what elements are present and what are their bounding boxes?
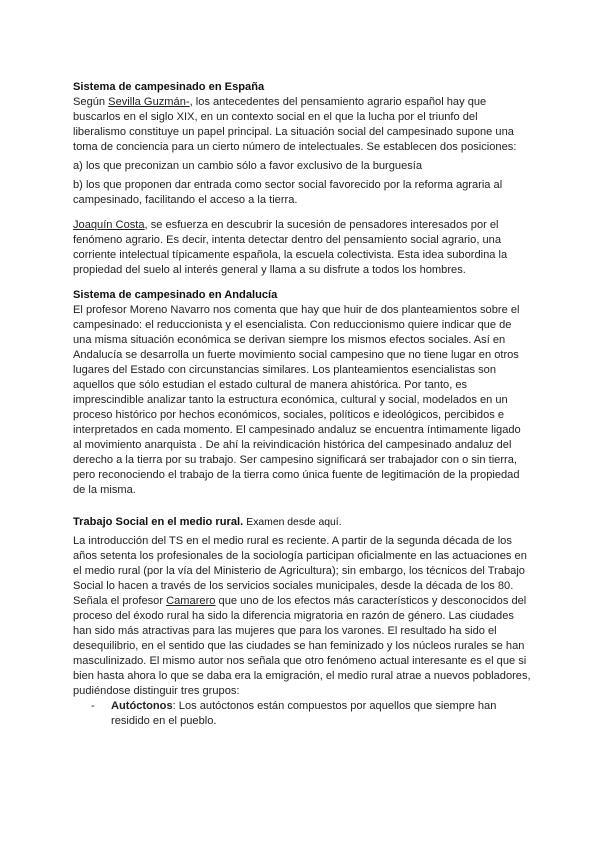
list-item-text xyxy=(111,699,531,729)
author-link-sevilla-guzman[interactable]: Sevilla Guzmán- xyxy=(108,96,190,108)
document-page xyxy=(73,80,531,729)
paragraph-moreno-navarro: El profesor Moreno Navarro nos comenta que hay que huir de dos planteamientos sobre el campesinado: el reduccionista y el esencialista. Con reduccionismo quiere indicar que de una misma situación económica se derivan siempre los mismos efectos sociales. Así en Andalucía se desarrolla un fuerte movimiento social campesino que no tiene lugar en otros lugares del Estado con circunstancias similares. Los planteamientos esencialistas son aquellos que sólo estudian el estado cultural de manera ahistórica. Por tanto, es imprescindible analizar tanto la estructura económica, cultural y social, modelados en un proceso histórico por hechos económicos, sociales, políticos e ideológicos, percibidos e interpretados en cada momento. El campesinado andaluz se encuentra íntimamente ligado al movimiento anarquista . De ahí la reivindicación histórica del campesinado andaluz del derecho a la tierra por su trabajo. Ser campesino significará ser trabajador con o sin tierra, pero reconociendo el trabajo de la tierra como única fuente de legitimación de la propiedad de la misma. xyxy=(73,304,521,496)
text-run: , se esfuerza en descubrir la sucesión de pensadores interesados por el fenómeno agrario. Es decir, intenta detectar dentro del pensamiento social agrario, una corriente intelectual típicamente española, la escuela colectivista. Esta idea subordina la propiedad del suelo al interés general y llama a su disfrute a todos los hombres. xyxy=(73,219,508,276)
author-link-joaquin-costa[interactable]: Joaquín Costa xyxy=(73,219,145,231)
heading-text: Trabajo Social en el medio rural. xyxy=(73,516,244,528)
heading-espana: Sistema de campesinado en España xyxy=(73,81,265,93)
text-run: Según xyxy=(73,96,109,108)
text-run: , los antecedentes del pensamiento agrario español hay que buscarlos en el siglo XIX, en un contexto social en el que la lucha por el triunfo del liberalismo constituye un papel principal. La situación social del campesinado supone una toma de conciencia para un cierto número de intelectuales. Se establecen dos posiciones: xyxy=(73,96,517,153)
option-b: b) los que proponen dar entrada como sector social favorecido por la reforma agraria al campesinado, facilitando el acceso a la tierra. xyxy=(73,179,503,206)
paragraph-joaquin-costa xyxy=(73,218,531,278)
author-link-camarero[interactable]: Camarero xyxy=(166,595,216,607)
text-run: que uno de los efectos más característicos y desconocidos del proceso del éxodo rural ha sido la diferencia migratoria en razón de género. Las ciudades han sido más atractivas para las mujeres que para los varones. El resultado ha sido el desequilibrio, en el sentido que las ciudades se han feminizado y los núcleos rurales se han masculinizado. El mismo autor nos señala que otro fenómeno actual interesante es el que si bien hasta ahora lo que se daba era la emigración, el medio rural atrae a nuevos pobladores, pudiéndose distinguir tres grupos: xyxy=(73,595,531,697)
option-a: a) los que preconizan un cambio sólo a favor exclusivo de la burguesía xyxy=(73,160,423,172)
list-item-autoctonos xyxy=(91,699,531,729)
list-item-term: Autóctonos xyxy=(111,700,173,712)
paragraph-camarero xyxy=(73,594,531,699)
paragraph-sevilla-guzman xyxy=(73,95,531,155)
bullet-dash: - xyxy=(91,700,95,712)
heading-trabajo-social xyxy=(73,515,531,530)
text-run: Señala el profesor xyxy=(73,595,167,607)
exam-note: Examen desde aquí. xyxy=(246,517,342,528)
heading-andalucia: Sistema de campesinado en Andalucía xyxy=(73,289,278,301)
text-run: : Los autóctonos están compuestos por aquellos que siempre han residido en el pueblo. xyxy=(111,700,497,727)
paragraph-ts-intro: La introducción del TS en el medio rural es reciente. A partir de la segunda década de los años setenta los profesionales de la sociología participan oficialmente en las actuaciones en el medio rural (por la vía del Ministerio de Agricultura); sin embargo, los técnicos del Trabajo Social lo hacen a través de los servicios sociales municipales, desde la década de los 80. xyxy=(73,535,527,592)
